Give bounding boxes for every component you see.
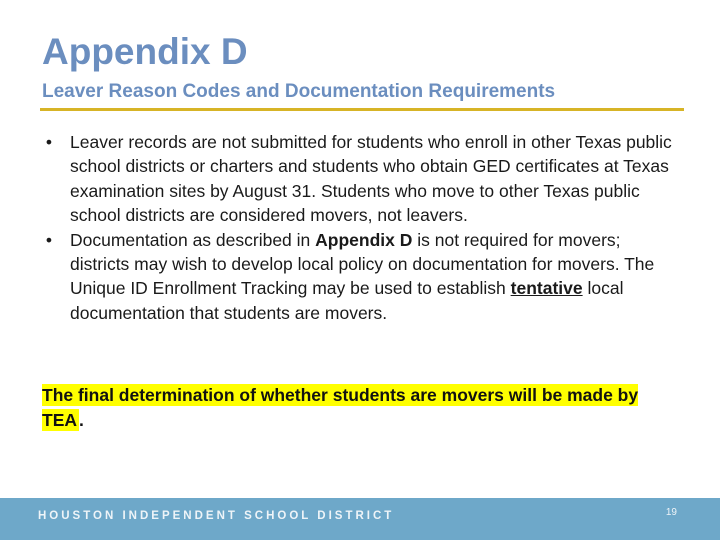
bullet-list [28, 130, 676, 325]
slide-subtitle: Leaver Reason Codes and Documentation Requirements [42, 81, 556, 102]
bullet-item [28, 228, 676, 326]
bullet-text-end: local documentation that students are movers. [70, 278, 624, 323]
bullet-marker [28, 228, 70, 252]
page-number: 19 [665, 507, 677, 518]
highlighted-text: The final determination of whether students are movers will be made by TEA [42, 385, 639, 430]
title-divider [40, 108, 684, 111]
footer-bar [0, 498, 720, 540]
appendix-reference: Appendix D [315, 229, 413, 250]
slide-title: Appendix D [42, 31, 248, 72]
emphasized-word: tentative [510, 278, 583, 299]
bullet-text-middle: is not required for movers; districts may wish to develop local policy on documentation for movers. The Unique ID Enrollment Tracking may be used to establish [70, 229, 655, 299]
bullet-marker [28, 130, 70, 154]
bullet-text-start: Documentation as described in [70, 229, 316, 250]
highlighted-note [42, 383, 662, 433]
bullet-item [28, 130, 676, 228]
note-punctuation: . [79, 410, 84, 430]
district-name: HOUSTON INDEPENDENT SCHOOL DISTRICT [38, 510, 395, 522]
bullet-text: Leaver records are not submitted for students who enroll in other Texas public school districts or charters and students who obtain GED certificates at Texas examination sites by August 31. Students who move to other Texas public school districts are considered movers, not leavers. [70, 132, 672, 226]
